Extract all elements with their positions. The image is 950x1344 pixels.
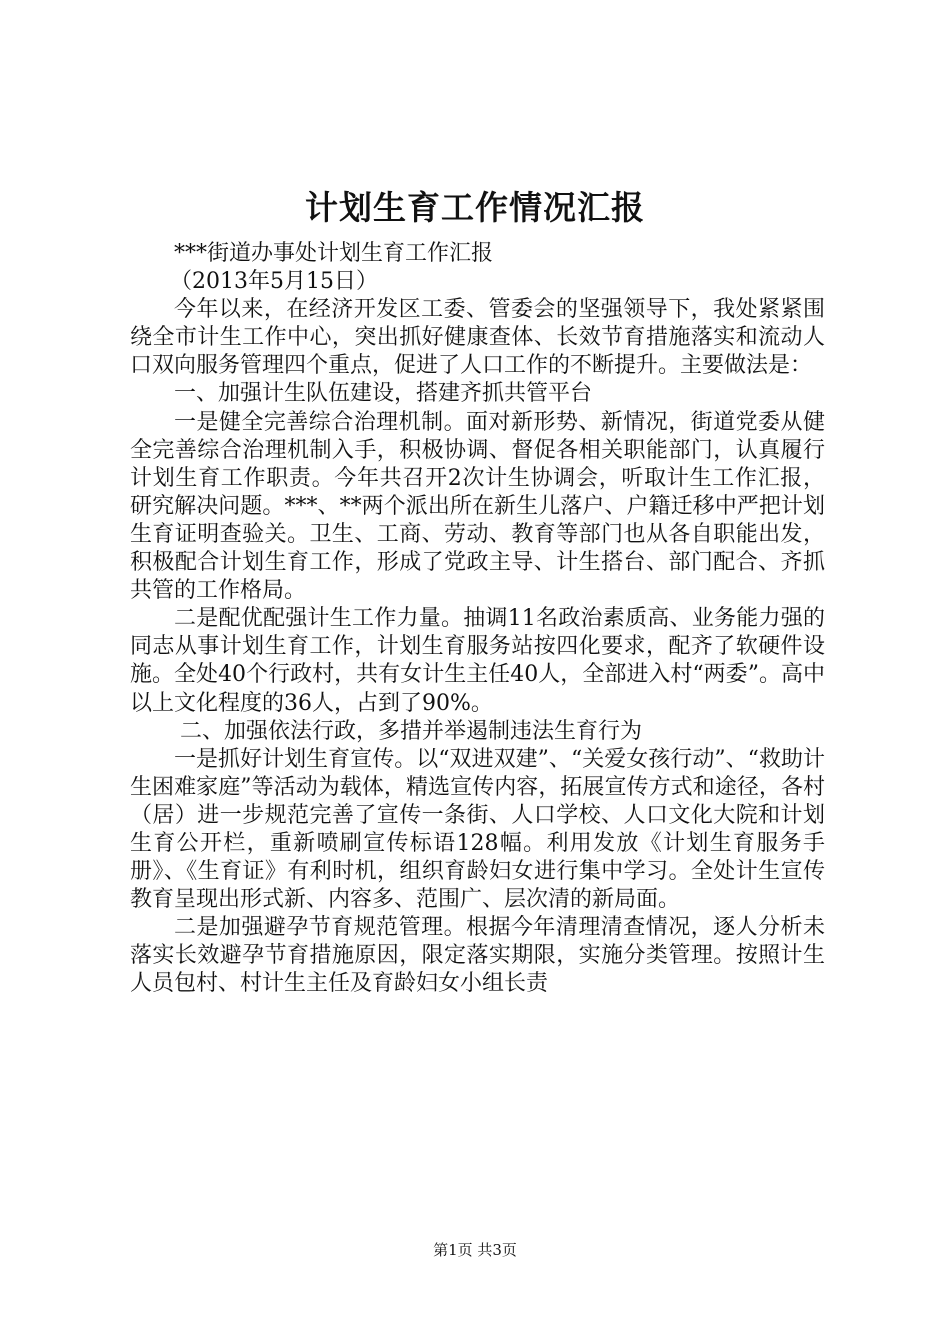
document-subtitle: ***街道办事处计划生育工作汇报 [174, 241, 494, 266]
paragraph-1-2: 二是配优配强计生工作力量。抽调11名政治素质高、业务能力强的同志从事计划生育工作，计划生育服务站按四化要求，配齐了软硬件设施。全处40个行政村，共有女计生主任40人，全部进入村“两委”。高中以上文化程度的36人，占到了90%。 [130, 606, 825, 716]
page-footer: 第1页 共3页 [433, 1241, 517, 1259]
paragraph-2-1: 一是抓好计划生育宣传。以“双进双建”、“关爱女孩行动”、“救助计生困难家庭”等活动为载体，精选宣传内容，拓展宣传方式和途径，各村（居）进一步规范完善了宣传一条街、人口学校、人口文化大院和计划生育公开栏，重新喷刷宣传标语128幅。利用发放《计划生育服务手册》、《生育证》有利时机，组织育龄妇女进行集中学习。全处计生宣传教育呈现出形式新、内容多、范围广、层次清的新局面。 [130, 746, 825, 913]
document-title: 计划生育工作情况汇报 [305, 188, 645, 227]
paragraph-1-1: 一是健全完善综合治理机制。面对新形势、新情况，街道党委从健全完善综合治理机制入手，积极协调、督促各相关职能部门，认真履行计划生育工作职责。今年共召开2次计生协调会，听取计生工作汇报，研究解决问题。***、**两个派出所在新生儿落户、户籍迁移中严把计划生育证明查验关。卫生、工商、劳动、教育等部门也从各自职能出发，积极配合计划生育工作，形成了党政主导、计生搭台、部门配合、齐抓共管的工作格局。 [130, 409, 825, 604]
section-heading-1: 一、加强计生队伍建设，搭建齐抓共管平台 [174, 381, 593, 407]
document-date: （2013年5月15日） [170, 269, 378, 295]
document-body [130, 240, 825, 999]
paragraph-2-2: 二是加强避孕节育规范管理。根据今年清理清查情况，逐人分析未落实长效避孕节育措施原因，限定落实期限，实施分类管理。按照计生人员包村、村计生主任及育龄妇女小组长责 [130, 915, 825, 997]
paragraph-intro: 今年以来，在经济开发区工委、管委会的坚强领导下，我处紧紧围绕全市计生工作中心，突出抓好健康查体、长效节育措施落实和流动人口双向服务管理四个重点，促进了人口工作的不断提升。主要做法是： [130, 297, 825, 379]
section-heading-2: 二、加强依法行政，多措并举遏制违法生育行为 [180, 718, 643, 744]
